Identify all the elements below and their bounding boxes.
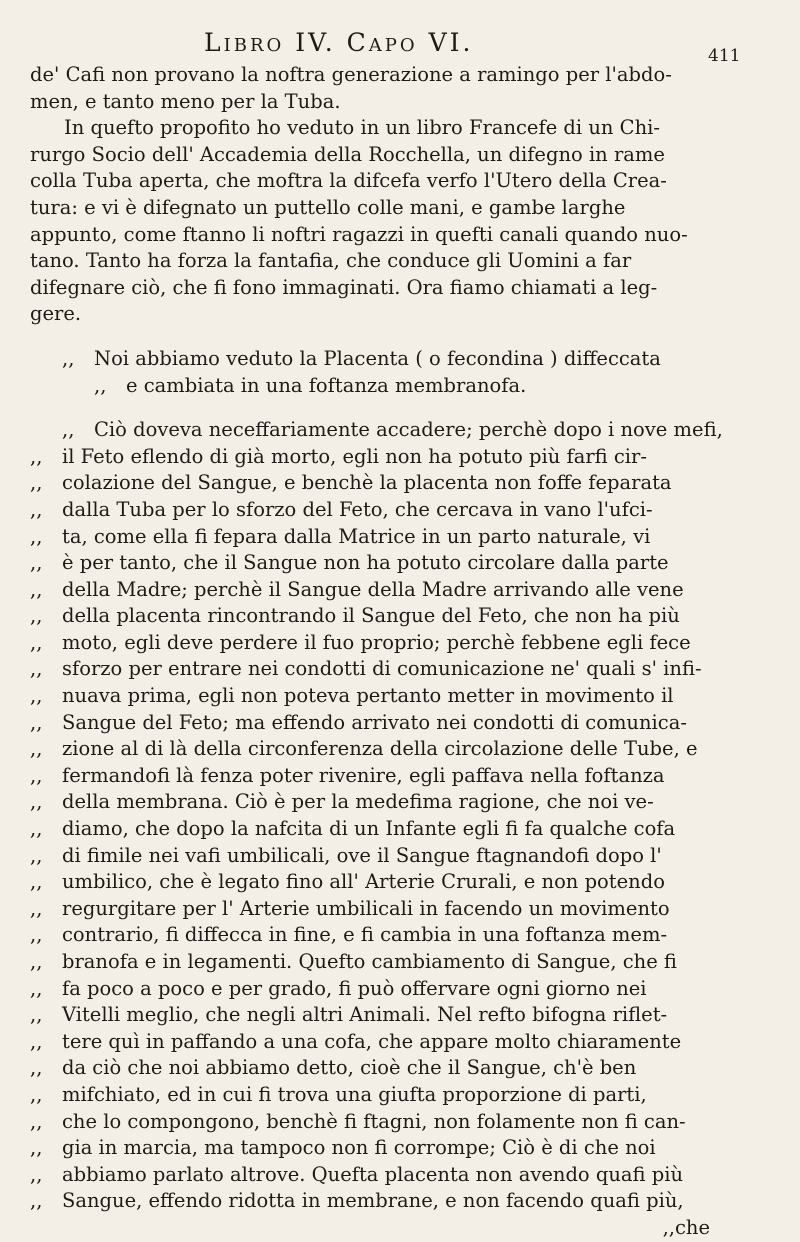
text-line: men, e tanto meno per la Tuba. — [30, 89, 341, 113]
quote-mark: ,, — [30, 657, 43, 681]
quoted-text: da ciò che noi abbiamo detto, cioè che il Sangue, ch'è ben — [62, 1056, 637, 1080]
quote-mark: ,, — [30, 817, 43, 841]
quoted-line — [30, 922, 790, 949]
quoted-line — [30, 1188, 790, 1215]
quote-mark: ,, — [30, 1056, 43, 1080]
quoted-text: regurgitare per l' Arterie umbilicali in facendo un movimento — [62, 896, 670, 920]
quoted-text: branofa e in legamenti. Quefto cambiamento di Sangue, che fi — [62, 950, 677, 973]
quote-mark: ,, — [30, 1109, 43, 1133]
quoted-line — [30, 1002, 790, 1029]
quote-mark: ,, — [30, 843, 43, 867]
quote-mark: ,, — [30, 1136, 43, 1160]
quote-mark: ,, — [30, 896, 43, 920]
running-head: Libro IV. Capo VI. — [204, 28, 474, 57]
quoted-text: gia in marcia, ma tampoco non fi corrompe; Ciò è di che noi — [62, 1136, 656, 1160]
quote-mark: ,, — [30, 471, 43, 495]
quote-mark: ,, — [30, 524, 43, 548]
quoted-line — [30, 1029, 790, 1056]
quote-mark: ,, — [30, 497, 43, 521]
quoted-text: Sangue, effendo ridotta in membrane, e non facendo quafi più, — [62, 1189, 684, 1213]
text-line: appunto, come ftanno li noftri ragazzi in quefti canali quando nuo- — [30, 222, 688, 246]
quoted-line — [30, 470, 790, 497]
quote-mark: ,, — [30, 710, 43, 734]
quoted-text: della membrana. Ciò è per la medefima ragione, che noi ve- — [62, 790, 654, 814]
text-line: rurgo Socio dell' Accademia della Rocchella, un difegno in rame — [30, 142, 665, 166]
quoted-text: è per tanto, che il Sangue non ha potuto circolare dalla parte — [62, 551, 669, 575]
quoted-line — [30, 497, 790, 524]
quoted-text: della Madre; perchè il Sangue della Madre arrivando alle vene — [62, 577, 684, 601]
quoted-line — [30, 1162, 790, 1189]
quote-mark: ,, — [94, 373, 107, 397]
quoted-line — [30, 524, 790, 551]
quoted-text: che lo compongono, benchè fi ftagni, non folamente non fi can- — [62, 1109, 686, 1133]
quoted-text: il Feto eflendo di già morto, egli non ha potuto più farfi cir- — [62, 444, 647, 468]
quote-mark: ,, — [30, 763, 43, 787]
quoted-line — [30, 630, 790, 657]
text-line: tura: e vi è difegnato un puttello colle mani, e gambe larghe — [30, 195, 626, 219]
quoted-text: mifchiato, ed in cui fi trova una giufta proporzione di parti, — [62, 1082, 647, 1106]
quoted-text: contrario, fi diffecca in fine, e fi cambia in una foftanza mem- — [62, 923, 668, 947]
quote-mark: ,, — [30, 976, 43, 1000]
page-header — [0, 18, 800, 66]
quote-mark: ,, — [62, 346, 75, 370]
quoted-line — [30, 373, 790, 400]
quoted-line — [30, 976, 790, 1003]
quote-mark: ,, — [30, 444, 43, 468]
text-line: de' Cafi non provano la noftra generazione a ramingo per l'abdo- — [30, 63, 672, 86]
quoted-text: Noi abbiamo veduto la Placenta ( o fecondina ) diffeccata — [94, 346, 661, 370]
quoted-line — [30, 346, 790, 373]
quoted-line — [30, 896, 790, 923]
quoted-text: fermandofi là fenza poter rivenire, egli paffava nella foftanza — [62, 763, 665, 787]
quoted-text: sforzo per entrare nei condotti di comunicazione ne' quali s' infi- — [62, 657, 702, 681]
quote-mark: ,, — [30, 604, 43, 628]
quoted-text: nuava prima, egli non poteva pertanto metter in movimento il — [62, 684, 674, 708]
quote-mark: ,, — [30, 1029, 43, 1053]
quoted-text: tere quì in paffando a una cofa, che appare molto chiaramente — [62, 1029, 682, 1053]
quote-mark: ,, — [30, 923, 43, 947]
quoted-line — [30, 869, 790, 896]
quoted-text: ta, come ella fi fepara dalla Matrice in un parto naturale, vi — [62, 524, 651, 548]
quoted-line — [30, 656, 790, 683]
quoted-text: zione al di là della circonferenza della circolazione delle Tube, e — [62, 737, 698, 761]
quoted-line — [30, 1082, 790, 1109]
quoted-line — [30, 789, 790, 816]
quoted-line — [30, 683, 790, 710]
quoted-line — [30, 736, 790, 763]
text-line: tano. Tanto ha forza la fantafia, che conduce gli Uomini a far — [30, 249, 632, 273]
quote-mark: ,, — [30, 1003, 43, 1027]
quoted-text: abbiamo parlato altrove. Quefta placenta non avendo quafi più — [62, 1162, 684, 1186]
quoted-line — [30, 417, 790, 444]
quoted-text: Sangue del Feto; ma effendo arrivato nei condotti di comunica- — [62, 710, 687, 734]
quoted-text: della placenta rincontrando il Sangue del Feto, che non ha più — [62, 604, 680, 628]
quoted-text: Ciò doveva neceffariamente accadere; perchè dopo i nove mefi, — [94, 418, 723, 442]
text-line: difegnare ciò, che fi fono immaginati. Ora fiamo chiamati a leg- — [30, 275, 658, 299]
quoted-line — [30, 444, 790, 471]
text-body — [30, 62, 790, 1242]
quoted-line — [30, 577, 790, 604]
quoted-line — [30, 1135, 790, 1162]
quote-mark: ,, — [30, 790, 43, 814]
quote-mark: ,, — [62, 418, 75, 442]
quote-mark: ,, — [30, 1162, 43, 1186]
quoted-line — [30, 603, 790, 630]
quoted-text: umbilico, che è legato fino all' Arterie Crurali, e non potendo — [62, 870, 665, 894]
quote-mark: ,, — [30, 684, 43, 708]
quote-mark: ,, — [30, 950, 43, 973]
quoted-line — [30, 949, 790, 976]
quoted-text: dalla Tuba per lo sforzo del Feto, che cercava in vano l'ufci- — [62, 497, 653, 521]
page-number: 411 — [708, 46, 741, 66]
quote-mark: ,, — [30, 737, 43, 761]
quoted-text: e cambiata in una foftanza membranofa. — [126, 373, 527, 397]
quote-mark: ,, — [30, 870, 43, 894]
text-line: gere. — [30, 302, 82, 326]
quote-mark: ,, — [30, 577, 43, 601]
quoted-text: di fimile nei vafi umbilicali, ove il Sangue ftagnandofi dopo l' — [62, 843, 662, 867]
quote-mark: ,, — [30, 1082, 43, 1106]
quoted-text: fa poco a poco e per grado, fi può offervare ogni giorno nei — [62, 976, 647, 1000]
text-line: In quefto propofito ho veduto in un libro Francefe di un Chi- — [64, 116, 660, 140]
text-line: colla Tuba aperta, che moftra la difcefa verfo l'Utero della Crea- — [30, 169, 667, 193]
quoted-line — [30, 1109, 790, 1136]
catchword: ,,che — [662, 1215, 710, 1239]
quoted-text: colazione del Sangue, e benchè la placenta non foffe feparata — [62, 471, 672, 495]
quoted-line — [30, 763, 790, 790]
quoted-text: diamo, che dopo la nafcita di un Infante egli fi fa qualche cofa — [62, 817, 676, 841]
quoted-text: Vitelli meglio, che negli altri Animali. Nel refto bifogna riflet- — [62, 1003, 668, 1027]
quoted-line — [30, 816, 790, 843]
quote-mark: ,, — [30, 551, 43, 575]
quote-mark: ,, — [30, 1189, 43, 1213]
quoted-line — [30, 710, 790, 737]
quoted-line — [30, 843, 790, 870]
quote-mark: ,, — [30, 630, 43, 654]
quoted-line — [30, 550, 790, 577]
quoted-text: moto, egli deve perdere il fuo proprio; perchè febbene egli fece — [62, 630, 691, 654]
quoted-line — [30, 1055, 790, 1082]
